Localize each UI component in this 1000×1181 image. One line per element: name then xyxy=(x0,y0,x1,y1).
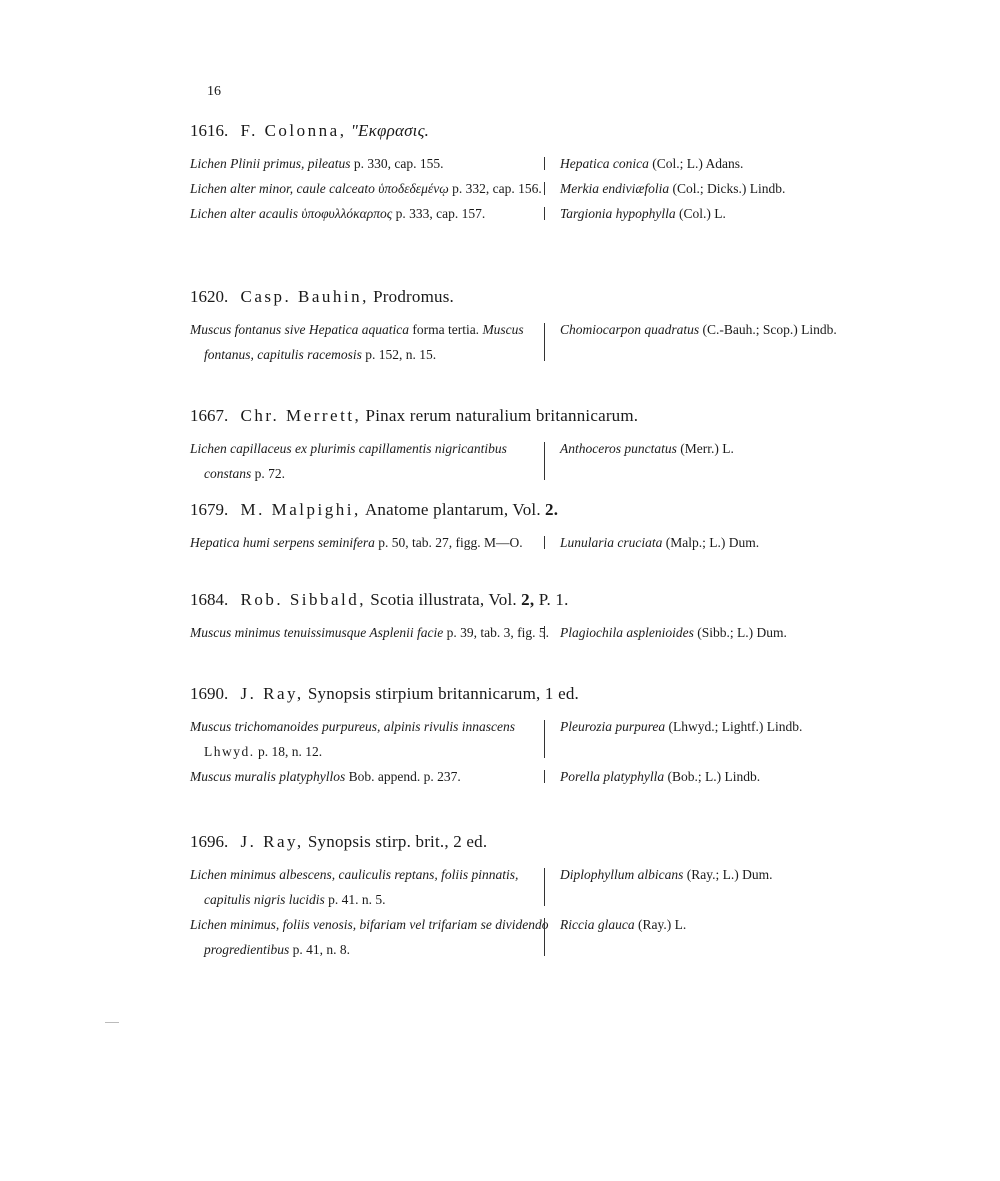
work-title: Pinax rerum naturalium britannicarum. xyxy=(365,406,639,425)
latin-name-text: Lunularia cruciata xyxy=(560,535,663,550)
citation-text: (Col.; Dicks.) Lindb. xyxy=(669,181,786,196)
entry xyxy=(190,714,910,764)
entry xyxy=(190,436,910,486)
modern-name xyxy=(560,862,914,887)
column-divider xyxy=(544,207,545,220)
citation-text: Bob. append. p. 237. xyxy=(345,769,461,784)
citation-text: p. 50, tab. 27, figg. M—O. xyxy=(374,535,523,550)
citation-text: p. 332, cap. 156. xyxy=(448,181,542,196)
modern-name xyxy=(560,764,914,789)
section-1684 xyxy=(190,589,910,645)
column-divider xyxy=(544,918,545,956)
section-heading xyxy=(190,286,910,308)
entry xyxy=(190,764,910,789)
volume-number: 2. xyxy=(545,500,559,519)
modern-name xyxy=(560,176,914,201)
modern-name xyxy=(560,201,914,226)
modern-name xyxy=(560,151,914,176)
section-1620 xyxy=(190,286,910,367)
section-heading xyxy=(190,499,910,521)
latin-name-text: Riccia glauca xyxy=(560,917,635,932)
volume-number: 2, xyxy=(521,590,535,609)
modern-name xyxy=(560,714,914,739)
latin-name-text: Diplophyllum albicans xyxy=(560,867,684,882)
author: J. Ray, xyxy=(240,684,304,703)
old-name xyxy=(190,201,554,226)
latin-name-text: Hepatica conica xyxy=(560,156,649,171)
latin-name-text: Pleurozia purpurea xyxy=(560,719,666,734)
entry xyxy=(190,176,910,201)
citation-text: p. 39, tab. 3, fig. 5. xyxy=(443,625,549,640)
year: 1679. xyxy=(190,500,229,519)
year: 1690. xyxy=(190,684,229,703)
citation-text: p. 41, n. 8. xyxy=(289,942,350,957)
old-name xyxy=(190,317,554,367)
entry xyxy=(190,862,910,912)
author: Rob. Sibbald, xyxy=(240,590,367,609)
latin-name-text: Chomiocarpon quadratus xyxy=(560,322,700,337)
citation-text: (C.-Bauh.; Scop.) Lindb. xyxy=(699,322,837,337)
latin-name-text: Merkia endiviæfolia xyxy=(560,181,670,196)
latin-name-text: Lichen capillaceus ex plurimis capillamentis nigricantibus constans xyxy=(190,441,507,481)
column-divider xyxy=(544,157,545,170)
work-title: Prodromus. xyxy=(373,287,454,306)
latin-name-text: Muscus minimus tenuissimusque Asplenii facie xyxy=(190,625,444,640)
work-title: Scotia illustrata, Vol. xyxy=(370,590,517,609)
entry xyxy=(190,151,910,176)
entry xyxy=(190,912,910,962)
citation-text: (Bob.; L.) Lindb. xyxy=(664,769,761,784)
old-name xyxy=(190,764,554,789)
old-name xyxy=(190,862,554,912)
modern-name xyxy=(560,317,914,342)
section-1679 xyxy=(190,499,910,555)
latin-name-text: Hepatica humi serpens seminifera xyxy=(190,535,375,550)
page-number: 16 xyxy=(207,84,221,99)
column-divider xyxy=(544,720,545,758)
year: 1684. xyxy=(190,590,229,609)
year: 1616. xyxy=(190,121,229,140)
column-divider xyxy=(544,770,545,783)
citation-text: (Malp.; L.) Dum. xyxy=(662,535,760,550)
latin-name-text: Muscus fontanus sive Hepatica aquatica xyxy=(190,322,409,337)
citation-text: forma tertia. xyxy=(408,322,483,337)
citation-text: p. 72. xyxy=(251,466,285,481)
author: M. Malpighi, xyxy=(240,500,361,519)
author: J. Ray, xyxy=(240,832,304,851)
old-name xyxy=(190,151,554,176)
section-heading xyxy=(190,120,910,142)
old-name xyxy=(190,436,554,486)
old-name xyxy=(190,714,554,764)
latin-name-text: Lichen minimus albescens, cauliculis reptans, foliis pinnatis, capitulis nigris lucidis xyxy=(190,867,519,907)
citation-text: p. 152, n. 15. xyxy=(361,347,437,362)
work-title: Synopsis stirpium britannicarum, 1 ed. xyxy=(307,684,579,703)
column-divider xyxy=(544,868,545,906)
citation-text: (Merr.) L. xyxy=(676,441,734,456)
modern-name xyxy=(560,620,914,645)
author: F. Colonna, xyxy=(240,121,347,140)
entry xyxy=(190,620,910,645)
citation-text: Lhwyd. xyxy=(204,744,255,759)
section-1696 xyxy=(190,831,910,962)
year: 1696. xyxy=(190,832,229,851)
old-name xyxy=(190,912,554,962)
latin-name-text: Lichen alter acaulis ὑποφυλλόκαρπος xyxy=(190,206,393,221)
work-title: Anatome plantarum, Vol. xyxy=(364,500,541,519)
citation-text: p. 18, n. 12. xyxy=(254,744,323,759)
section-heading xyxy=(190,405,910,427)
stray-mark xyxy=(105,1022,119,1023)
old-name xyxy=(190,620,554,645)
part-number: P. 1. xyxy=(534,590,569,609)
column-divider xyxy=(544,442,545,480)
latin-name-text: Lichen Plinii primus, pileatus xyxy=(190,156,351,171)
column-divider xyxy=(544,323,545,361)
citation-text: (Lhwyd.; Lightf.) Lindb. xyxy=(665,719,803,734)
latin-name-text: Muscus fontanus, capitulis racemosis xyxy=(204,322,524,362)
citation-text: (Col.; L.) Adans. xyxy=(648,156,744,171)
citation-text: (Ray.) L. xyxy=(634,917,687,932)
column-divider xyxy=(544,626,545,639)
column-divider xyxy=(544,536,545,549)
citation-text: p. 330, cap. 155. xyxy=(350,156,444,171)
latin-name-text: Muscus trichomanoides purpureus, alpinis rivulis innascens xyxy=(190,719,515,734)
modern-name xyxy=(560,912,914,937)
latin-name-text: Anthoceros punctatus xyxy=(560,441,677,456)
modern-name xyxy=(560,530,914,555)
year: 1667. xyxy=(190,406,229,425)
modern-name xyxy=(560,436,914,461)
entry xyxy=(190,201,910,226)
latin-name-text: Muscus muralis platyphyllos xyxy=(190,769,346,784)
latin-name-text: Targionia hypophylla xyxy=(560,206,676,221)
section-heading xyxy=(190,683,910,705)
latin-name-text: Porella platyphylla xyxy=(560,769,665,784)
old-name xyxy=(190,176,554,201)
citation-text: p. 333, cap. 157. xyxy=(392,206,486,221)
citation-text: (Col.) L. xyxy=(675,206,726,221)
section-1667 xyxy=(190,405,910,486)
work-title: "Εκφρασις. xyxy=(350,121,430,140)
author: Casp. Bauhin, xyxy=(240,287,369,306)
latin-name-text: Lichen minimus, foliis venosis, bifariam vel trifariam se dividendo progredientibus xyxy=(190,917,549,957)
citation-text: (Sibb.; L.) Dum. xyxy=(693,625,787,640)
citation-text: (Ray.; L.) Dum. xyxy=(683,867,773,882)
latin-name-text: Lichen alter minor, caule calceato ὑποδεδεμένῳ xyxy=(190,181,449,196)
latin-name-text: Plagiochila asplenioides xyxy=(560,625,694,640)
section-heading xyxy=(190,831,910,853)
work-title: Synopsis stirp. brit., 2 ed. xyxy=(307,832,488,851)
section-1690 xyxy=(190,683,910,789)
year: 1620. xyxy=(190,287,229,306)
citation-text: p. 41. n. 5. xyxy=(324,892,386,907)
entry xyxy=(190,317,910,367)
column-divider xyxy=(544,182,545,195)
entry xyxy=(190,530,910,555)
old-name xyxy=(190,530,554,555)
author: Chr. Merrett, xyxy=(240,406,362,425)
section-heading xyxy=(190,589,910,611)
section-1616 xyxy=(190,120,910,226)
